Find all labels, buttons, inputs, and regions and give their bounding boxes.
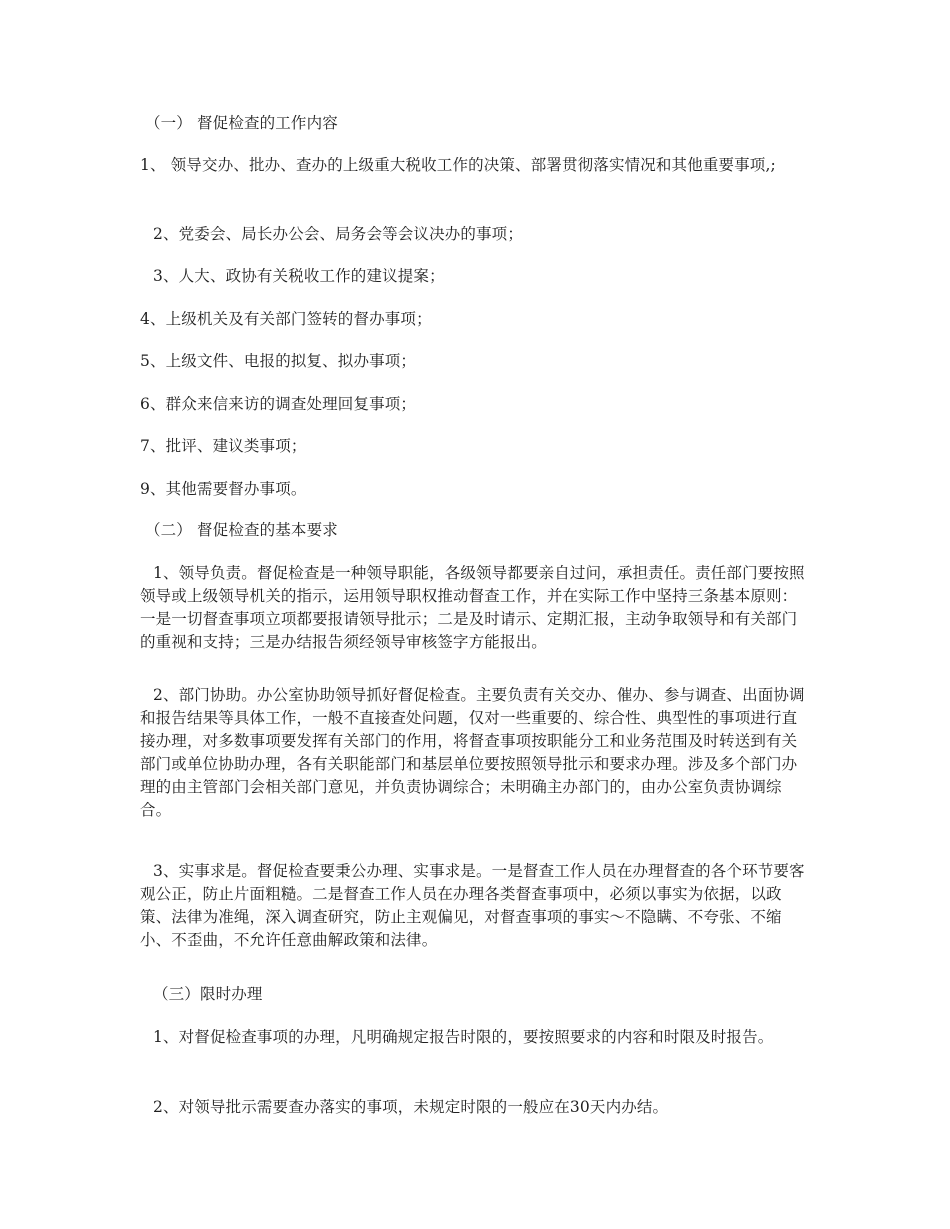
section-heading-3: （三）限时办理 <box>153 985 263 1003</box>
section-heading-1: （一） 督促检查的工作内容 <box>145 114 338 132</box>
paragraph: 3、实事求是。督促检查要秉公办理、实事求是。一是督查工作人员在办理督查的各个环节要客观公正，防止片面粗糙。二是督查工作人员在办理各类督查事项中，必须以事实为依据，以政策、法律为准绳，深入调查研究，防止主观偏见，对督查事项的事实～不隐瞒、不夸张、不缩小、不歪曲，不允许任意曲解政策和法律。 <box>140 862 805 949</box>
list-item: 6、群众来信来访的调查处理回复事项； <box>140 395 417 413</box>
section-heading-2: （二） 督促检查的基本要求 <box>145 521 338 539</box>
list-item: 2、党委会、局长办公会、局务会等会议决办的事项； <box>153 225 523 243</box>
list-item: 3、人大、政协有关税收工作的建议提案； <box>153 267 445 285</box>
list-item: 9、其他需要督办事项。 <box>140 480 307 498</box>
paragraph: 1、对督促检查事项的办理，凡明确规定报告时限的，要按照要求的内容和时限及时报告。 <box>153 1028 774 1046</box>
paragraph: 2、部门协助。办公室协助领导抓好督促检查。主要负责有关交办、催办、参与调查、出面协调和报告结果等具体工作，一般不直接查处问题，仅对一些重要的、综合性、典型性的事项进行直接办理，对多数事项要发挥有关部门的作用，将督查事项按职能分工和业务范围及时转送到有关部门或单位协助办理，各有关职能部门和基层单位要按照领导批示和要求办理。涉及多个部门办理的由主管部门会相关部门意见，并负责协调综合；未明确主办部门的，由办公室负责协调综合。 <box>140 686 805 819</box>
paragraph: 2、对领导批示需要查办落实的事项，未规定时限的一般应在30天内办结。 <box>153 1098 669 1116</box>
list-item: 4、上级机关及有关部门签转的督办事项； <box>140 310 432 328</box>
paragraph: 1、领导负责。督促检查是一种领导职能，各级领导都要亲自过问，承担责任。责任部门要按照领导或上级领导机关的指示，运用领导职权推动督查工作，并在实际工作中坚持三条基本原则：一是一切督查事项立项都要报请领导批示；二是及时请示、定期汇报，主动争取领导和有关部门的重视和支持；三是办结报告须经领导审核签字方能报出。 <box>140 564 805 651</box>
list-item: 5、上级文件、电报的拟复、拟办事项； <box>140 352 417 370</box>
list-item: 1、 领导交办、批办、查办的上级重大税收工作的决策、部署贯彻落实情况和其他重要事项,; <box>140 156 776 174</box>
list-item: 7、批评、建议类事项； <box>140 437 307 455</box>
